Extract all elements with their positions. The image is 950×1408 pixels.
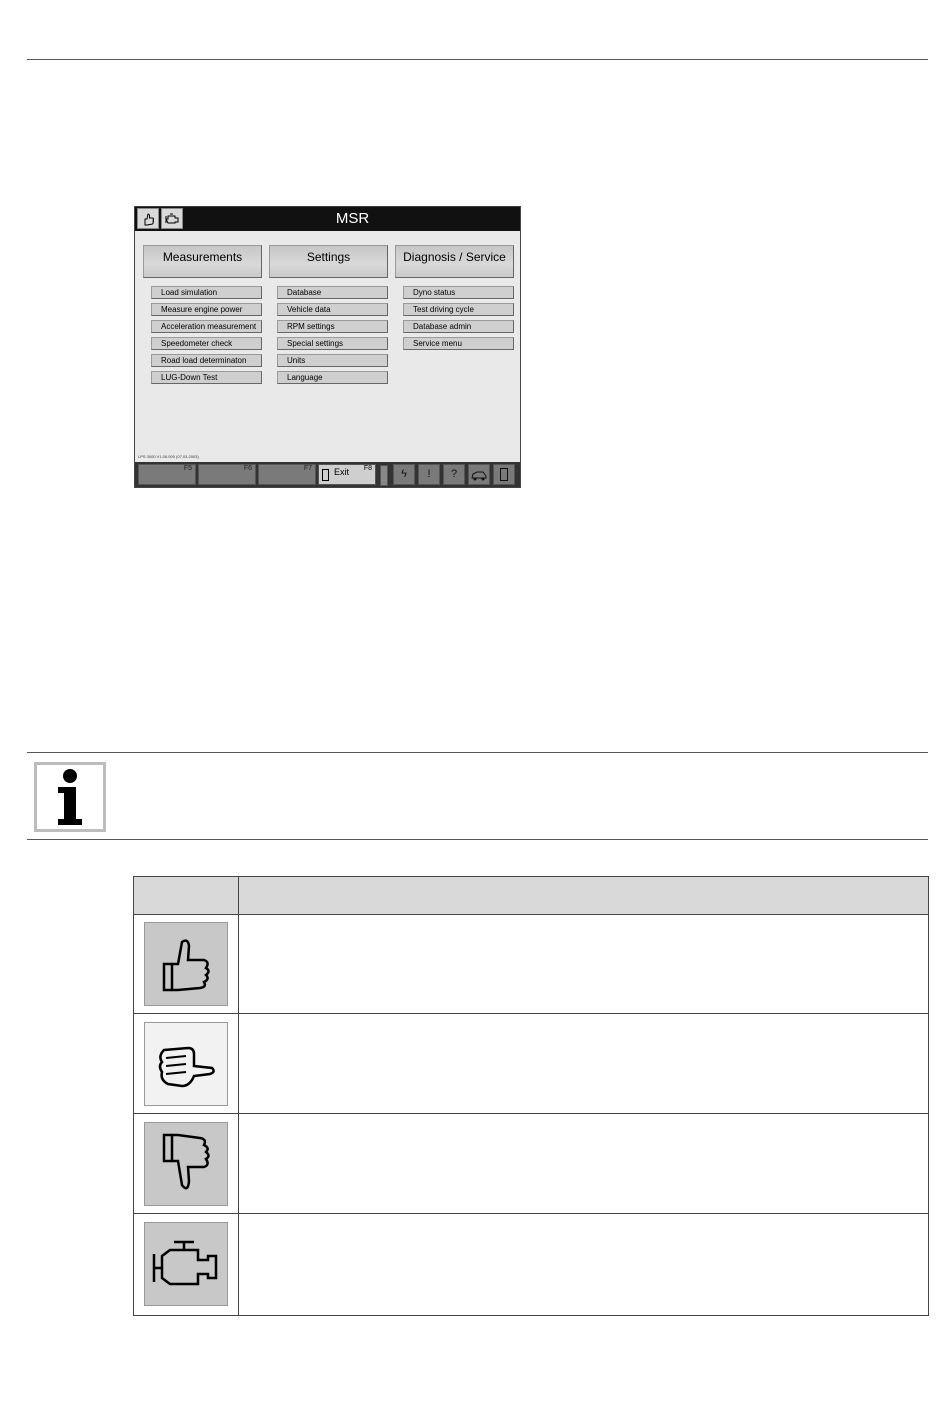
thumbs-up-icon (144, 922, 228, 1006)
diagnosis-service-header[interactable]: Diagnosis / Service (395, 245, 514, 278)
menu-item-load-simulation[interactable]: Load simulation (151, 286, 262, 299)
door-icon (322, 469, 329, 481)
menu-item-database[interactable]: Database (277, 286, 388, 299)
engine-icon[interactable] (161, 208, 183, 229)
f6-button[interactable] (198, 464, 256, 485)
thumbs-sideways-icon (144, 1022, 228, 1106)
thumbs-down-icon (144, 1122, 228, 1206)
menu-item-measure-engine-power[interactable]: Measure engine power (151, 303, 262, 316)
lightning-icon[interactable]: ϟ (393, 464, 415, 485)
f8-key-label: F8 (363, 465, 372, 472)
menu-item-units[interactable]: Units (277, 354, 388, 367)
table-header (134, 877, 928, 915)
engine-icon (144, 1222, 228, 1306)
menu-item-speedometer-check[interactable]: Speedometer check (151, 337, 262, 350)
menu-item-dyno-status[interactable]: Dyno status (403, 286, 514, 299)
settings-header[interactable]: Settings (269, 245, 388, 278)
table-row (134, 1214, 928, 1314)
door-icon[interactable] (493, 464, 515, 485)
table-row (134, 1014, 928, 1114)
exclamation-icon[interactable]: ! (418, 464, 440, 485)
menu-item-acceleration-measurement[interactable]: Acceleration measurement (151, 320, 262, 333)
table-row (134, 1114, 928, 1214)
f7-button[interactable] (258, 464, 316, 485)
separator (380, 465, 388, 486)
top-rule (27, 59, 928, 60)
note-top-rule (27, 752, 928, 753)
table-row (134, 914, 928, 1014)
f7-key-label: F7 (303, 465, 312, 472)
menu-item-database-admin[interactable]: Database admin (403, 320, 514, 333)
exit-button[interactable] (318, 464, 376, 485)
f6-key-label: F6 (243, 465, 252, 472)
msr-title: MSR (335, 210, 370, 227)
menu-item-service-menu[interactable]: Service menu (403, 337, 514, 350)
menu-item-vehicle-data[interactable]: Vehicle data (277, 303, 388, 316)
exit-label: Exit (334, 467, 350, 477)
measurements-header[interactable]: Measurements (143, 245, 262, 278)
car-icon[interactable] (468, 464, 490, 485)
function-key-bar (135, 462, 520, 487)
msr-title-bar (135, 207, 520, 231)
info-icon (34, 762, 106, 832)
thumbs-up-icon[interactable] (137, 208, 159, 229)
menu-item-test-driving-cycle[interactable]: Test driving cycle (403, 303, 514, 316)
menu-item-road-load-determination[interactable]: Road load determinaton (151, 354, 262, 367)
version-text: LPS 3000 V1.06.000 (07.03.2003) (138, 454, 199, 459)
menu-item-rpm-settings[interactable]: RPM settings (277, 320, 388, 333)
icon-table (133, 876, 929, 1316)
question-icon[interactable]: ? (443, 464, 465, 485)
menu-item-lug-down-test[interactable]: LUG-Down Test (151, 371, 262, 384)
menu-item-language[interactable]: Language (277, 371, 388, 384)
table-column-divider (238, 877, 239, 1315)
f5-key-label: F5 (183, 465, 192, 472)
menu-item-special-settings[interactable]: Special settings (277, 337, 388, 350)
msr-screen (134, 206, 521, 488)
f5-button[interactable] (138, 464, 196, 485)
note-bottom-rule (27, 839, 928, 840)
